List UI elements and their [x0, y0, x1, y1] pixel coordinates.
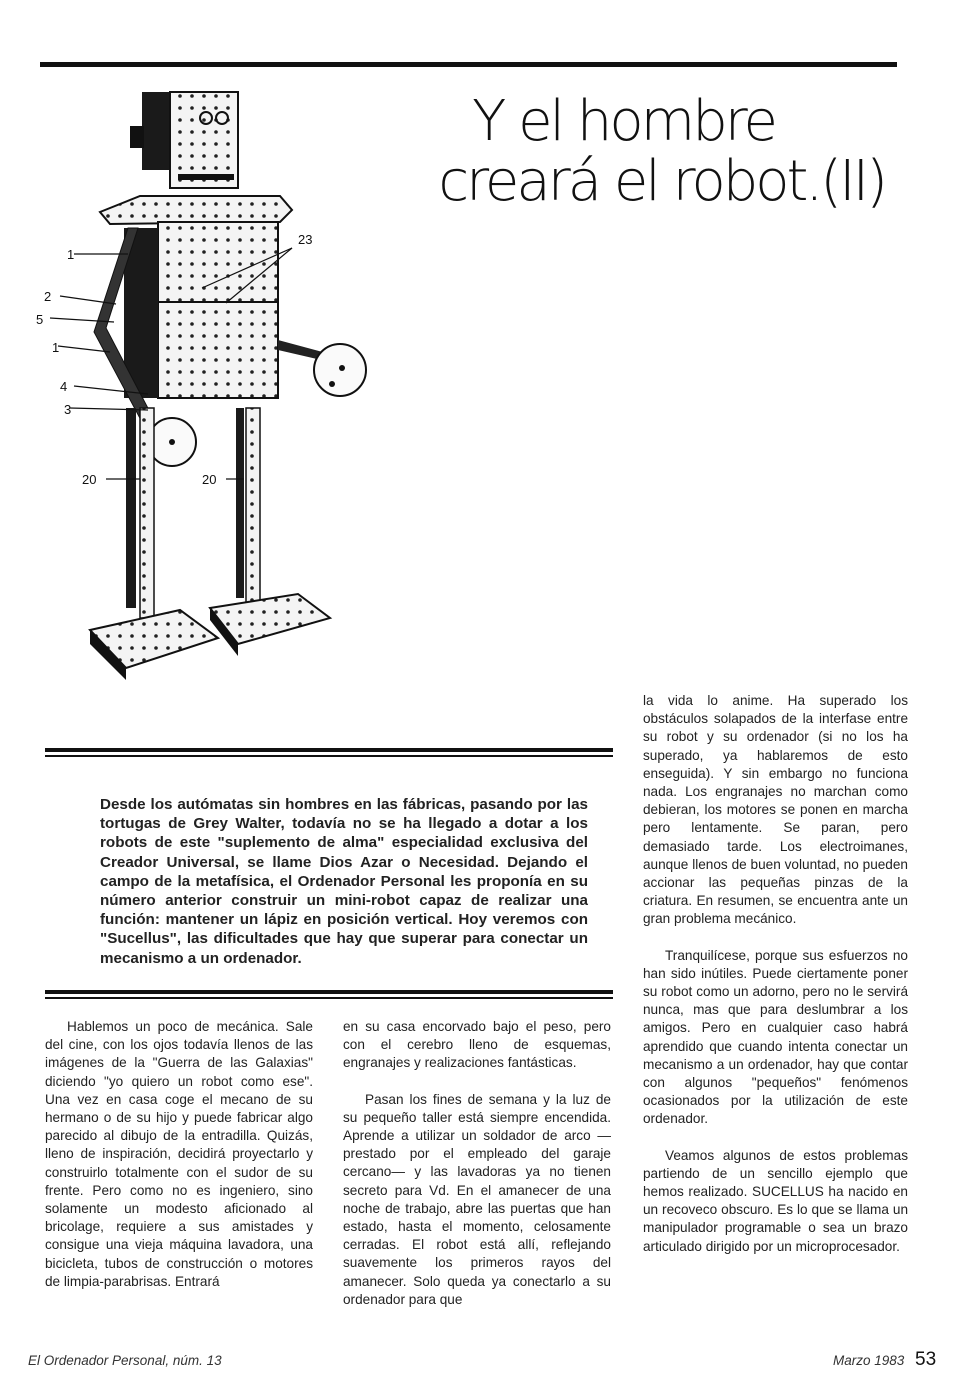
figure-label: 5 — [36, 312, 44, 327]
figure-label: 2 — [44, 289, 52, 304]
figure-label: 20 — [202, 472, 217, 487]
title-line-1: Y el hombre — [472, 89, 775, 154]
title-line-2: creará el robot.(II) — [438, 149, 885, 214]
body-column-2 — [343, 1018, 611, 1309]
body-paragraph: en su casa encorvado bajo el peso, pero con el cerebro lleno de esquemas, engranajes y realizaciones fantásticas. — [343, 1019, 611, 1071]
figure-label: 1 — [67, 247, 75, 262]
figure-label: 20 — [82, 472, 97, 487]
article-title — [405, 89, 885, 214]
robot-illustration — [30, 78, 390, 698]
top-rule — [40, 62, 897, 67]
body-paragraph: Tranquilícese, porque sus esfuerzos no han sido inútiles. Puede ciertamente poner su robot como un adorno, pero no le servirá nunca, mas que para deslumbrar a los amigos. Pero en cualquier caso habrá aprendido que cuando intenta conectar un mecanismo a un ordenador, hay que contar con algunos "pequeños" fenómenos ocasionados por la utilización de este ordenador. — [643, 947, 908, 1127]
body-paragraph: Hablemos un poco de mecánica. Sale del cine, con los ojos todavía llenos de las imágenes de la "Guerra de las Galaxias" diciendo "yo quiero un robot como ese". Una vez en casa coge el mecano de su hermano o de su hijo y puede fabricar algo parecido al dibujo de la entradilla. Quizás, lleno de inspiración, decidirá proyectarlo y construirlo totalmente con el sudor de su frente. Pero como no es ingeniero, sino solamente un modesto aficionado al bricolage, requiere a sus amistades y consigue una vieja máquina lavadora, una bicicleta, tubos de construcción o motores de limpia-parabrisas. Entrará — [45, 1019, 313, 1289]
figure-label: 3 — [64, 402, 72, 417]
body-paragraph: Pasan los fines de semana y la luz de su pequeño taller está siempre encendida. Aprende a utilizar un soldador de arco —prestado por el empleado del garaje cercano— y las lavadoras ya no tienen secreto para Vd. En el amanecer de una noche de trabajo, abre las puertas que han estado, hasta el momento, celosamente cerradas. El robot está allí, reflejando suavemente los primeros rayos del amanecer. Solo queda ya conectarlo a su ordenador para que — [343, 1091, 611, 1307]
body-paragraph: la vida lo anime. Ha superado los obstáculos solapados de la interfase entre su robot y su ordenador (si no los ha superado, ya hablaremos de esto enseguida). Y sin embargo no funciona nada. Los engranajes no marchan como debieran, los motores se ponen en marcha pero lentamente. Se paran, pero demasiado tarde. Los electroimanes, aunque llenos de buen voluntad, no pueden accionar las pequeñas pinzas de la criatura. En resumen, se encuentra ante un gran problema mecánico. — [643, 693, 908, 927]
body-paragraph: Veamos algunos de estos problemas partiendo de un sencillo ejemplo que hemos realizado. SUCELLUS ha nacido en un recoveco obscuro. Es lo que se llama un manipulador programable o sea un brazo articulado dirigido por un microprocesador. — [643, 1147, 908, 1254]
lead-paragraph: Desde los autómatas sin hombres en las fábricas, pasando por las tortugas de Grey Walter, todavía no se ha llegado a dotar a los robots de este "suplemento de alma" especialidad exclusiva del Creador Universal, se llame Dios Azar o Necesidad. Dejando el campo de la metafísica, el Ordenador Personal les proponía en su número anterior construir un mini-robot capaz de realizar una función: mantener un lápiz en posición vertical. Hoy veremos con "Sucellus", las dificultades que hay que superar para conectar un mecanismo a un ordenador. — [100, 796, 588, 967]
figure-label: 1 — [52, 340, 60, 355]
section-divider-top — [45, 748, 613, 757]
body-column-1 — [45, 1018, 313, 1291]
page-number: 53 — [915, 1349, 937, 1370]
footer-date: Marzo 1983 — [833, 1353, 905, 1368]
body-column-3 — [643, 692, 908, 1256]
footer-publication: El Ordenador Personal, núm. 13 — [28, 1353, 222, 1368]
figure-label: 4 — [60, 379, 68, 394]
section-divider-bottom — [45, 990, 613, 999]
figure-label: 23 — [298, 232, 313, 247]
